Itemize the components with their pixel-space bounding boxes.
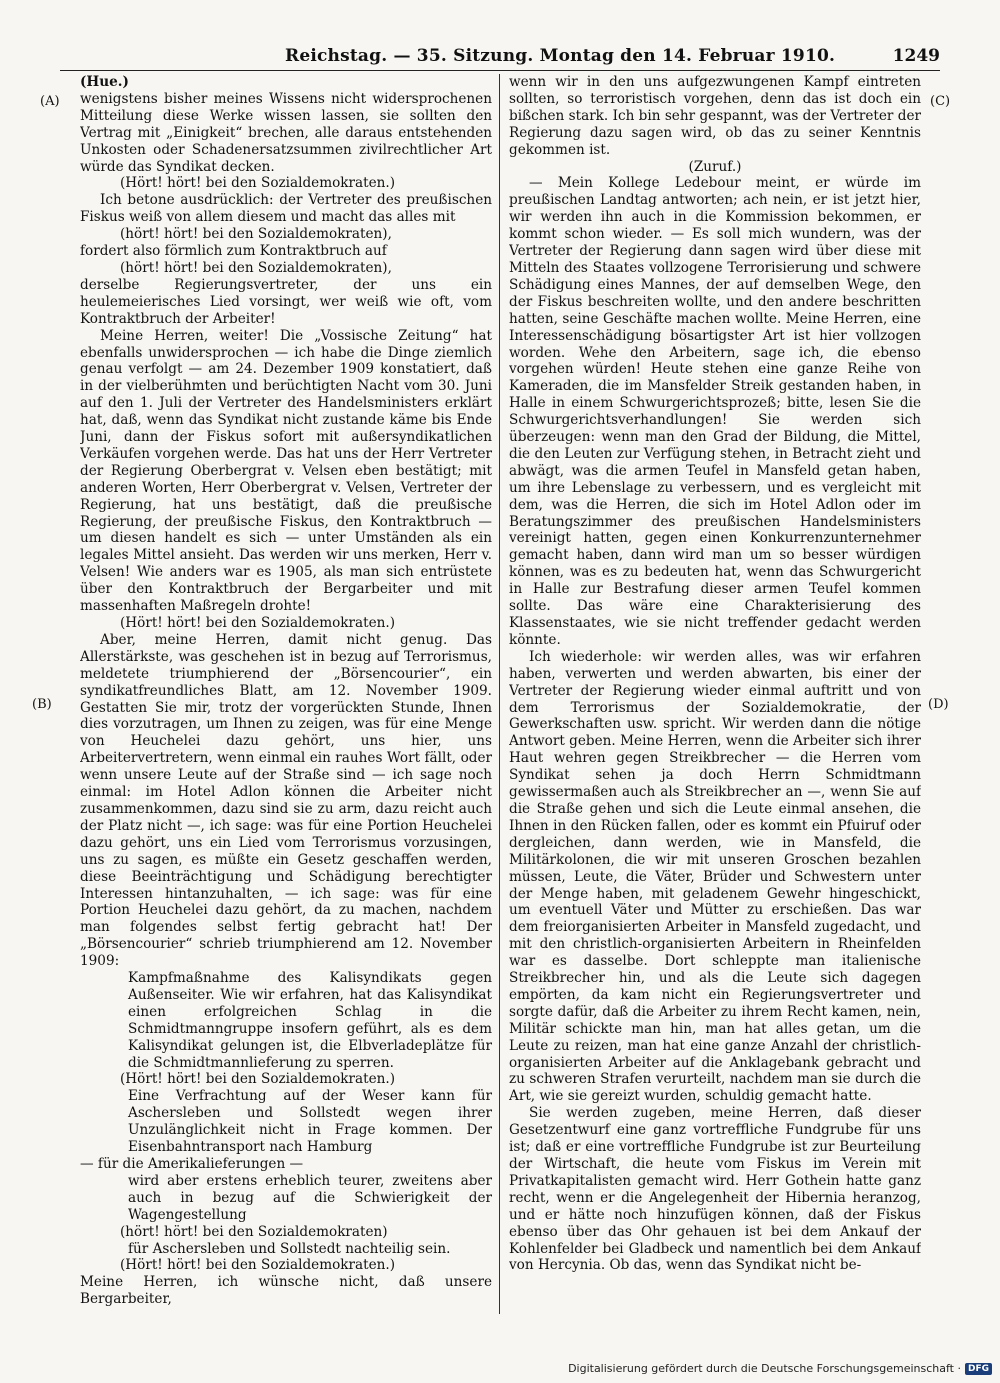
column-divider <box>499 74 500 1314</box>
quotation: Kampfmaßnahme des Kalisyndikats gegen Außenseiter. Wie wir erfahren, hat das Kalisyndikat einen erfolgreichen Schlag in die Schmidtmanngruppe insofern geführt, als es dem Kalisyndikat gelungen ist, die Elbverladeplätze für die Schmidtmannlieferung zu sperren. <box>128 970 492 1071</box>
margin-marker-b: (B) <box>32 697 52 712</box>
paragraph: derselbe Regierungsvertreter, der uns ein heulemeierisches Lied vorsingt, wer weiß wie oft, vom Kontraktbruch der Arbeiter! <box>80 276 492 327</box>
footer-credit: Digitalisierung gefördert durch die Deutsche Forschungsgemeinschaft · <box>568 1362 961 1375</box>
interjection: (Hört! hört! bei den Sozialdemokraten.) <box>120 615 396 631</box>
left-column <box>80 74 492 1314</box>
paragraph: wenn wir in den uns aufgezwungenen Kampf eintreten sollten, so terroristisch vorgehen, denn das ist doch ein bißchen stark. Ich bin sehr gespannt, was der Vertreter der Regierung dazu sagen wird, ob das zu seiner Kenntnis gekommen ist. <box>509 74 921 158</box>
quotation: Eine Verfrachtung auf der Weser kann für Aschersleben und Sollstedt wegen ihrer Unzulänglichkeit nicht in Frage kommen. Der Eisenbahntransport nach Hamburg <box>128 1088 492 1156</box>
dfg-logo: DFG <box>965 1363 992 1375</box>
interjection: (Hört! hört! bei den Sozialdemokraten.) <box>120 1257 396 1274</box>
margin-marker-c: (C) <box>930 94 951 109</box>
page-header <box>60 44 940 71</box>
paragraph: Meine Herren, ich wünsche nicht, daß unsere Bergarbeiter, <box>80 1274 492 1308</box>
paragraph: — für die Amerikalieferungen — <box>80 1156 304 1172</box>
interjection: (Hört! hört! bei den Sozialdemokraten.) <box>120 175 396 192</box>
margin-marker-a: (A) <box>40 94 60 109</box>
paragraph: Aber, meine Herren, damit nicht genug. Das Allerstärkste, was geschehen ist in bezug auf Terrorismus, meldetete triumphierend der „Börsencourier“, ein syndikatfreundliches Blatt, am 12. November 1909. Gestatten Sie mir, trotz der vorgerückten Stunde, Ihnen dies vorzutragen, um Ihnen zu zeigen, was für eine Menge von Heuchelei dazu gehört, uns hier, uns Arbeitervertretern, wenn einmal ein rauhes Wort fällt, oder wenn unsere Leute auf der Straße sind — ich sage noch einmal: im Hotel Adlon können die Arbeiter nicht zusammenkommen, dazu sind sie zu arm, dazu reicht auch der Platz nicht —, ich sage: was für eine Portion Heuchelei dazu gehört, uns ein Lied vom Terrorismus vorzusingen, uns zu sagen, es müßte ein Gesetz geschaffen werden, diese Beeinträchtigung und Schädigung berechtigter Interessen hintanzuhalten, — ich sage: was für eine Portion Heuchelei dazu gehört, da zu machen, nachdem man folgendes selbst fertig gebracht hat! Der „Börsencourier“ schrieb triumphierend am 12. November 1909: <box>80 631 492 970</box>
quotation: wird aber erstens erheblich teurer, zweitens aber auch in bezug auf die Schwierigkeit der Wagengestellung <box>128 1172 492 1223</box>
interjection: (Zuruf.) <box>688 158 742 175</box>
paragraph: wenigstens bisher meines Wissens nicht widersprochenen Mitteilung diese Werke wissen lassen, sie sollten den Vertrag mit „Einigkeit“ brechen, alle daraus entstehenden Unkosten oder Schadenersatzsummen zivilrechtlicher Art würde das Syndikat decken. <box>80 90 492 175</box>
quotation: für Aschersleben und Sollstedt nachteilig sein. <box>128 1240 451 1257</box>
footer <box>568 1362 992 1375</box>
interjection: (hört! hört! bei den Sozialdemokraten), <box>120 259 392 276</box>
interjection: (hört! hört! bei den Sozialdemokraten), <box>120 226 392 243</box>
page-number: 1249 <box>892 46 940 66</box>
paragraph: fordert also förmlich zum Kontraktbruch auf <box>80 243 387 260</box>
paragraph: Ich wiederhole: wir werden alles, was wir erfahren haben, verwerten und werden abwarten, bis einer der Vertreter der Regierung wieder einmal auftritt und von dem Terrorismus der Sozialdemokratie, der Gewerkschaften usw. spricht. Wir werden dann die nötige Antwort geben. Meine Herren, wenn die Arbeiter sich ihrer Haut wehren gegen Streikbrecher — die Herren vom Syndikat sehen ja doch Herrn Schmidtmann gewissermaßen auch als Streikbrecher an —, wenn Sie auf die Straße gehen und sich die Leute einmal ansehen, die Ihnen in den Rücken fallen, oder es kommt ein Pfuiruf oder dergleichen, dann werden, wie in Mansfeld, die Militärkolonen, die wir mit unseren Groschen bezahlen müssen, Leute, die Väter, Brüder und Schwestern unter der Menge haben, mit geladenem Gewehr hingeschickt, um eventuell Väter und Mütter zu erschießen. Das war dem freiorganisierten Arbeiter in Mansfeld zugedacht, und mit den christlich-organisierten Arbeitern in Rheinfelden war es dasselbe. Dort schleppte man italienische Streikbrecher hin, und als die Leute sich dagegen empörten, da kam nicht ein Regierungsvertreter und sorgte dafür, daß die Arbeiter zu ihrem Recht kamen, nein, Militär schickte man hin, man hat alles getan, um die Leute zu reizen, man hat eine ganze Anzahl der christlich-organisierten Arbeiter auf die Anklagebank gebracht und zu schweren Strafen verurteilt, nachdem man sie durch die Art, wie sie gereizt wurden, schuldig gemacht hatte. <box>509 648 921 1105</box>
interjection: (Hört! hört! bei den Sozialdemokraten.) <box>120 1071 396 1088</box>
paragraph: — Mein Kollege Ledebour meint, er würde im preußischen Landtag antworten; ach nein, er ist jetzt hier, wir werden ihn auch in die Kommission bekommen, er kommt schon wieder. — Es soll mich wundern, was der Vertreter der Regierung dann sagen wird über diese mit Mitteln des Staates vollzogene Terrorisierung und schwere Schädigung eines Mannes, der auf demselben Wege, den der Fiskus beschreiten wollte, und den andere beschritten hatten, seine Geschäfte machen wollte. Meine Herren, eine Interessenschädigung bösartigster Art ist hier vollzogen worden. Wehe den Arbeitern, sage ich, die ebenso vorgehen würden! Heute stehen eine ganze Reihe von Kameraden, die im Mansfelder Streik gestanden haben, in Halle in einem Schwurgerichtsprozeß; bitte, lesen Sie die Schwurgerichtsverhandlungen! Sie werden sich überzeugen: wenn man den Grad der Bildung, die Mittel, die den Leuten zur Verfügung stehen, in Betracht zieht und abwägt, was die armen Teufel in Mansfeld getan haben, um ihre Lebenslage zu verbessern, und es vergleicht mit dem, was die Herren, die sich im Hotel Adlon oder im Beratungszimmer des preußischen Handelsministers vereinigt hatten, gegen einen Konkurrenzunternehmer gemacht haben, dann wird man um so besser würdigen können, was es zu bedeuten hat, wenn das Schwurgericht in Halle zur Bestrafung dieser armen Teufel kommen sollte. Das wäre eine Charakterisierung des Klassenstaates, wie sie nicht treffender gedacht werden könnte. <box>509 175 921 648</box>
right-column <box>509 74 921 1314</box>
running-title: Reichstag. — 35. Sitzung. Montag den 14. Februar 1910. <box>285 46 836 66</box>
paragraph: Meine Herren, weiter! Die „Vossische Zeitung“ hat ebenfalls unwidersprochen — ich habe die Dinge ziemlich genau verfolgt — am 24. Dezember 1909 konstatiert, daß in der vielberühmten und berüchtigten Nacht vom 30. Juni auf den 1. Juli der Vertreter des Handelsministers erklärt hat, daß, wenn das Syndikat nicht zustande käme bis Ende Juni, dann der Fiskus sofort mit außersyndikatlichen Verkäufen vorgehen werde. Das hat uns der Herr Vertreter der Regierung Oberbergrat v. Velsen eben bestätigt; mit anderen Worten, Herr Oberbergrat v. Velsen, Vertreter der Regierung, hat uns bestätigt, daß die preußische Regierung, der preußische Fiskus, den Kontraktbruch — um diesen handelt es sich — unter Umständen als ein legales Mittel ansieht. Das werden wir uns merken, Herr v. Velsen! Wie anders war es 1905, als man sich entrüstete über den Kontraktbruch der Bergarbeiter und mit massenhaften Maßregeln drohte! <box>80 327 492 615</box>
paragraph: Ich betone ausdrücklich: der Vertreter des preußischen Fiskus weiß von allem diesem und macht das alles mit <box>80 192 492 226</box>
interjection: (hört! hört! bei den Sozialdemokraten) <box>120 1223 388 1240</box>
speaker-label: (Hue.) <box>80 74 129 90</box>
paragraph: Sie werden zugeben, meine Herren, daß dieser Gesetzentwurf eine ganz vortreffliche Fundgrube für uns ist; daß er eine vortreffliche Fundgrube ist zur Beurteilung der Wirtschaft, die heute vom Fiskus im Verein mit Privatkapitalisten gemacht wird. Herr Gothein hatte ganz recht, wenn er die Angelegenheit der Hibernia heranzog, und er hätte noch hinzufügen können, daß der Fiskus ebenso über das Ohr gehauen ist bei dem Ankauf der Kohlenfelder bei Gladbeck und namentlich bei dem Ankauf von Hercynia. Ob das, wenn das Syndikat nicht be- <box>509 1105 921 1274</box>
margin-marker-d: (D) <box>928 697 949 712</box>
